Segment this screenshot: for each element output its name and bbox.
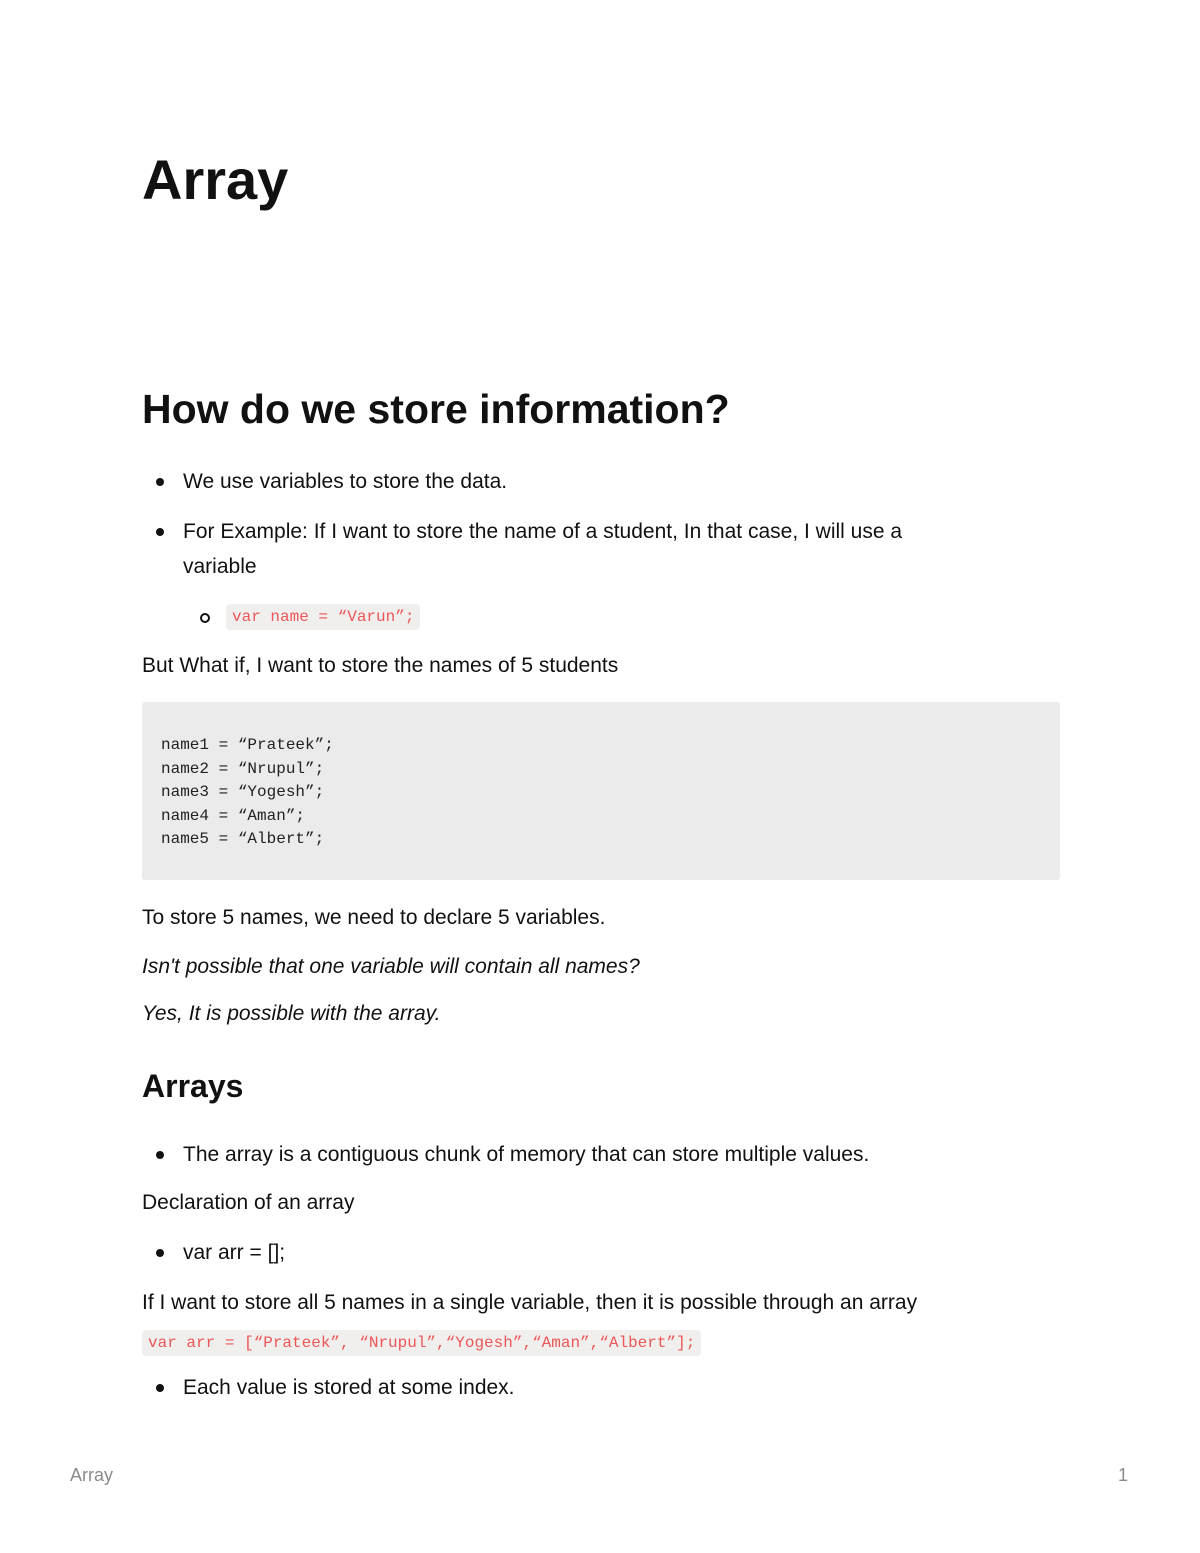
- bullet-dot-icon: [156, 1384, 164, 1392]
- bullet-text: The array is a contiguous chunk of memory that can store multiple values.: [183, 1143, 870, 1166]
- list-item: [142, 464, 507, 499]
- bullet-text: For Example: If I want to store the name of a student, In that case, I will use a: [183, 520, 903, 543]
- list-item: [142, 1137, 869, 1172]
- bullet-list-example: [142, 514, 902, 584]
- paragraph-declare-variables: To store 5 names, we need to declare 5 variables.: [142, 906, 606, 929]
- bullet-list-variables: [142, 464, 507, 499]
- bullet-dot-icon: [156, 478, 164, 486]
- inline-code-var-name: var name = “Varun”;: [226, 604, 420, 630]
- bullet-text: Each value is stored at some index.: [183, 1376, 515, 1399]
- bullet-list-index: [142, 1370, 515, 1405]
- list-item: [142, 514, 902, 584]
- page-number: 1: [1117, 1465, 1128, 1485]
- bullet-text: We use variables to store the data.: [183, 470, 508, 493]
- inline-code-var-arr: var arr = [“Prateek”, “Nrupul”,“Yogesh”,“Aman”,“Albert”];: [142, 1330, 701, 1356]
- code-block-text: name1 = “Prateek”; name2 = “Nrupul”; name3 = “Yogesh”; name4 = “Aman”; name5 = “Albert”;: [161, 736, 334, 849]
- bullet-list-declaration: [142, 1235, 285, 1270]
- bullet-text-continuation: variable: [183, 555, 257, 578]
- paragraph-single-variable: If I want to store all 5 names in a single variable, then it is possible through an array: [142, 1291, 918, 1314]
- bullet-text: var arr = [];: [183, 1241, 286, 1264]
- bullet-list-array-definition: [142, 1137, 869, 1172]
- paragraph-question: Isn't possible that one variable will contain all names?: [142, 955, 640, 978]
- list-item: [142, 1370, 515, 1405]
- list-item: [142, 1235, 285, 1270]
- footer-label: Array: [70, 1465, 114, 1485]
- hollow-bullet-icon: [200, 613, 210, 623]
- section-heading-arrays: Arrays: [142, 1068, 244, 1104]
- paragraph-declaration: Declaration of an array: [142, 1191, 355, 1214]
- bullet-dot-icon: [156, 1151, 164, 1159]
- paragraph-five-students: But What if, I want to store the names of 5 students: [142, 654, 619, 677]
- page-title: Array: [142, 148, 289, 211]
- bullet-dot-icon: [156, 528, 164, 536]
- paragraph-answer: Yes, It is possible with the array.: [142, 1002, 441, 1025]
- bullet-dot-icon: [156, 1249, 164, 1257]
- code-block-names: [142, 702, 1060, 880]
- section-heading-store-information: How do we store information?: [142, 386, 730, 432]
